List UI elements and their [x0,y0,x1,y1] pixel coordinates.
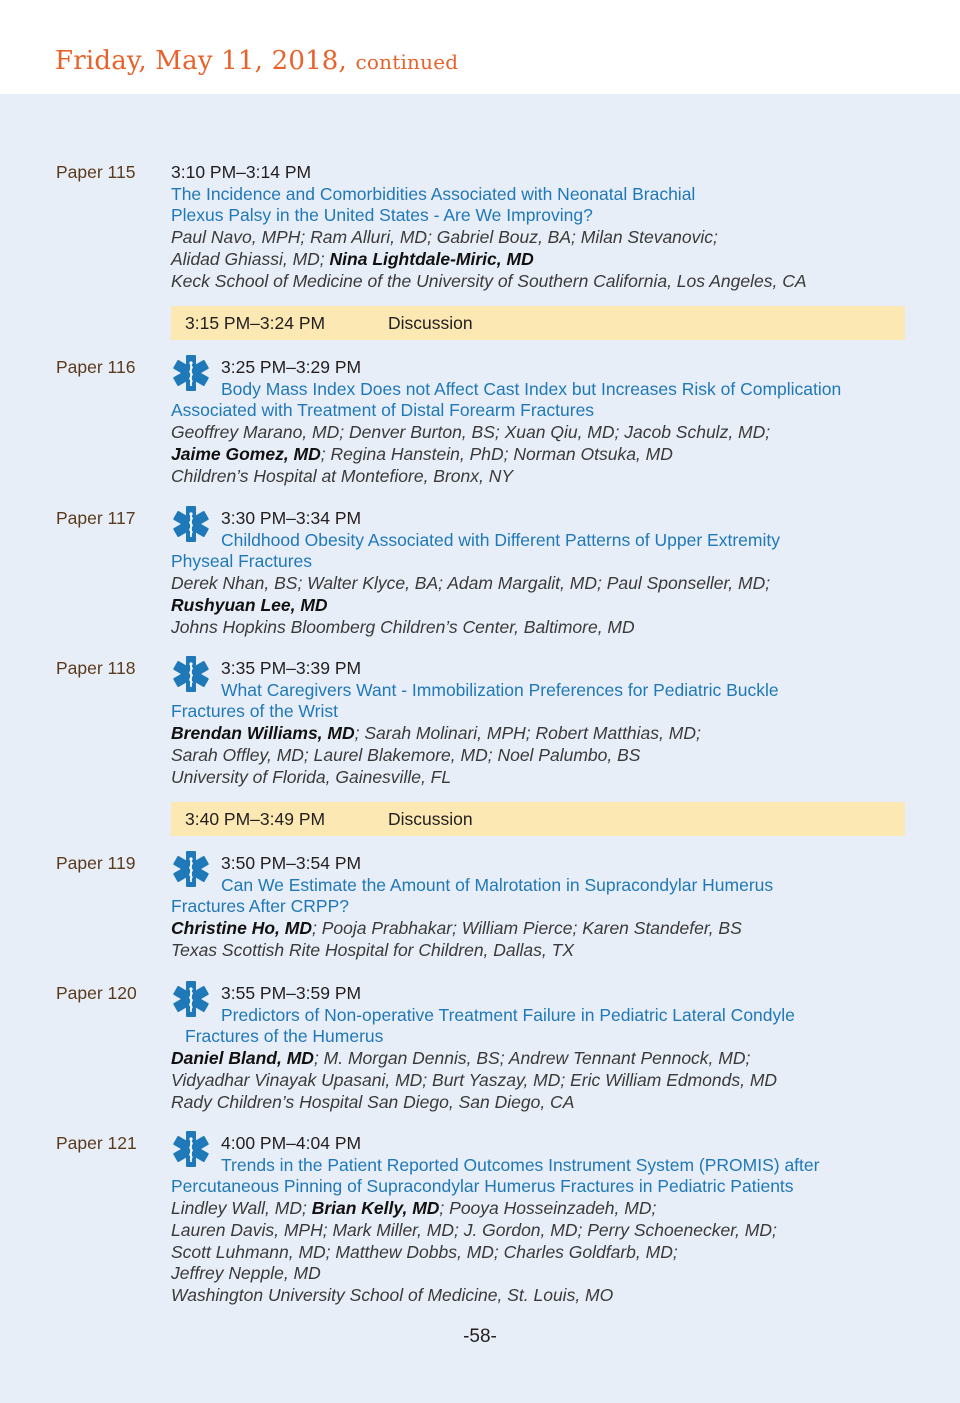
presenting-author: Rushyuan Lee, MD [171,594,328,615]
authors-line-1-rest: ; Pooya Hosseinzadeh, MD; [439,1198,657,1219]
authors-line-1: Lindley Wall, MD; [171,1198,312,1219]
paper-title-line-2[interactable]: Associated with Treatment of Distal Forearm Fractures [171,400,595,421]
paper-body [171,658,911,788]
authors-line-2: Sarah Offley, MD; Laurel Blakemore, MD; Noel Palumbo, BS [171,744,641,765]
paper-time: 3:50 PM–3:54 PM [221,853,362,873]
paper-body [171,357,911,487]
authors-line-2: Lauren Davis, MPH; Mark Miller, MD; J. Gordon, MD; Perry Schoenecker, MD; [171,1219,777,1240]
paper-institution: Rady Children’s Hospital San Diego, San Diego, CA [171,1091,575,1112]
authors-line-2: ; Regina Hanstein, PhD; Norman Otsuka, MD [320,443,673,464]
paper-title-line-1[interactable]: Can We Estimate the Amount of Malrotation in Supracondylar Humerus [221,874,774,895]
authors-line-1: Geoffrey Marano, MD; Denver Burton, BS; Xuan Qiu, MD; Jacob Schulz, MD; [171,422,771,443]
presenting-author: Daniel Bland, MD [171,1048,314,1069]
paper-title[interactable] [171,1005,911,1048]
paper-label: Paper 115 [56,162,136,182]
discussion-time: 3:15 PM–3:24 PM [185,313,326,333]
paper-title-line-2[interactable]: Percutaneous Pinning of Supracondylar Humerus Fractures in Pediatric Patients [171,1176,794,1197]
paper-title[interactable] [171,680,911,723]
paper-institution: University of Florida, Gainesville, FL [171,766,452,787]
paper-body [171,1133,911,1307]
paper-authors [171,422,911,465]
paper-time: 3:35 PM–3:39 PM [221,658,362,678]
paper-title-line-1[interactable]: The Incidence and Comorbidities Associated with Neonatal Brachial [171,183,696,204]
paper-title-line-2[interactable]: Plexus Palsy in the United States - Are We Improving? [171,205,593,226]
authors-line-1: Paul Navo, MPH; Ram Alluri, MD; Gabriel Bouz, BA; Milan Stevanovic; [171,227,718,248]
presenting-author: Brendan Williams, MD [171,723,355,744]
paper-time: 4:00 PM–4:04 PM [221,1133,362,1153]
paper-title[interactable] [171,1155,911,1198]
paper-title[interactable] [171,875,911,918]
discussion-time: 3:40 PM–3:49 PM [185,809,326,829]
paper-label: Paper 119 [56,853,136,873]
page-title [55,46,458,76]
paper-time: 3:55 PM–3:59 PM [221,983,362,1003]
discussion-label: Discussion [388,313,473,333]
paper-authors [171,918,911,940]
page-number: -58- [463,1326,497,1347]
paper-title[interactable] [171,530,911,573]
paper-time: 3:25 PM–3:29 PM [221,357,362,377]
paper-title-line-1[interactable]: Trends in the Patient Reported Outcomes Instrument System (PROMIS) after [221,1154,820,1175]
paper-label: Paper 116 [56,357,136,377]
paper-label: Paper 118 [56,658,136,678]
paper-title[interactable] [171,184,911,227]
presenting-author: Christine Ho, MD [171,918,312,939]
paper-body [171,508,911,638]
page-header [0,0,960,94]
paper-title[interactable] [171,379,911,422]
paper-institution: Keck School of Medicine of the University of Southern California, Los Angeles, CA [171,270,807,291]
paper-time: 3:30 PM–3:34 PM [221,508,362,528]
authors-line-2: Alidad Ghiassi, MD; [171,248,330,269]
paper-body [171,853,911,962]
authors-line-4: Jeffrey Nepple, MD [171,1263,321,1284]
paper-authors [171,1198,911,1285]
paper-title-line-2[interactable]: Fractures of the Wrist [171,701,338,722]
presenting-author: Nina Lightdale-Miric, MD [329,248,534,269]
paper-body [171,162,911,292]
discussion-label: Discussion [388,809,473,829]
page-title-continued: continued [355,50,459,74]
paper-authors [171,723,911,766]
paper-body [171,983,911,1113]
paper-time: 3:10 PM–3:14 PM [171,162,312,182]
paper-title-line-1[interactable]: Body Mass Index Does not Affect Cast Index but Increases Risk of Complication [221,378,842,399]
authors-line-3: Scott Luhmann, MD; Matthew Dobbs, MD; Charles Goldfarb, MD; [171,1241,678,1262]
paper-title-line-2[interactable]: Physeal Fractures [171,551,313,572]
paper-title-line-2[interactable]: Fractures of the Humerus [185,1026,384,1047]
page-title-date: Friday, May 11, 2018, [55,46,348,76]
presenting-author: Jaime Gomez, MD [171,443,321,464]
presenting-author: Brian Kelly, MD [311,1198,440,1219]
paper-institution: Children’s Hospital at Montefiore, Bronx, NY [171,465,514,486]
paper-authors [171,227,911,270]
authors-line-1: ; M. Morgan Dennis, BS; Andrew Tennant Pennock, MD; [313,1048,751,1069]
paper-authors [171,1048,911,1091]
authors-line-1: Derek Nhan, BS; Walter Klyce, BA; Adam Margalit, MD; Paul Sponseller, MD; [171,573,771,594]
paper-label: Paper 120 [56,983,137,1003]
authors-line-1: ; Sarah Molinari, MPH; Robert Matthias, MD; [354,723,701,744]
paper-title-line-1[interactable]: Childhood Obesity Associated with Different Patterns of Upper Extremity [221,529,780,550]
paper-institution: Washington University School of Medicine, St. Louis, MO [171,1284,614,1305]
discussion-block-1 [171,306,905,340]
paper-title-line-1[interactable]: What Caregivers Want - Immobilization Preferences for Pediatric Buckle [221,679,779,700]
authors-line-2: Vidyadhar Vinayak Upasani, MD; Burt Yaszay, MD; Eric William Edmonds, MD [171,1069,778,1090]
discussion-block-2 [171,802,905,836]
paper-title-line-1[interactable]: Predictors of Non-operative Treatment Failure in Pediatric Lateral Condyle [221,1004,795,1025]
paper-institution: Texas Scottish Rite Hospital for Children, Dallas, TX [171,939,574,960]
paper-authors [171,573,911,616]
paper-institution: Johns Hopkins Bloomberg Children’s Center, Baltimore, MD [171,616,635,637]
authors-line-1: ; Pooja Prabhakar; William Pierce; Karen Standefer, BS [311,918,742,939]
paper-title-line-2[interactable]: Fractures After CRPP? [171,896,349,917]
paper-label: Paper 121 [56,1133,137,1153]
paper-label: Paper 117 [56,508,136,528]
